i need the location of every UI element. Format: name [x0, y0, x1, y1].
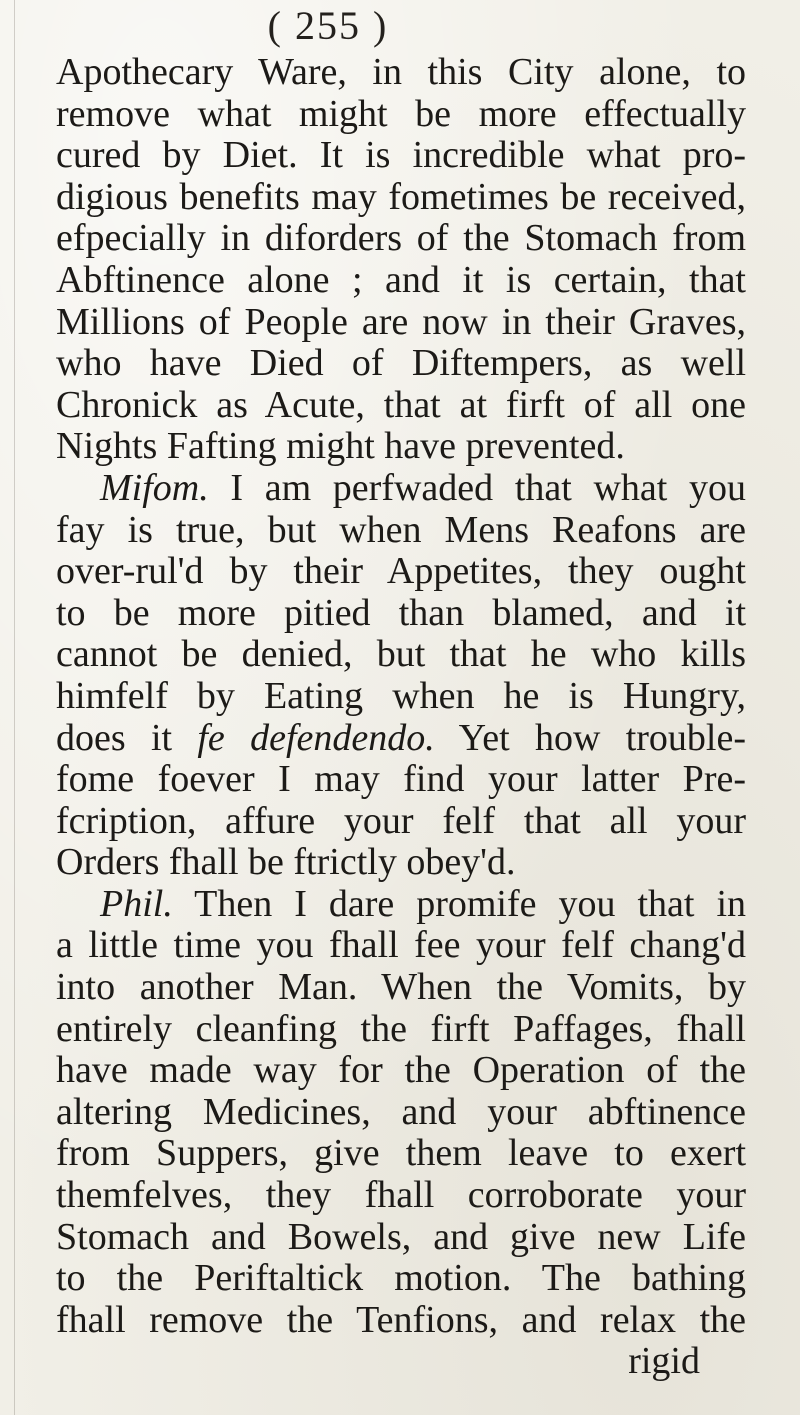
body-text	[56, 52, 746, 1383]
speech-text: I am perfwaded that what you	[208, 466, 746, 509]
text-line: cannot be denied, but that he who kills	[56, 633, 746, 676]
text-line: fhall remove the Tenfions, and relax the	[56, 1298, 746, 1341]
text-line: into another Man. When the Vomits, by	[56, 966, 746, 1009]
speaker-name-phil: Phil.	[100, 882, 173, 925]
text-line: Apothecary Ware, in this City alone, to	[56, 51, 746, 93]
text-line: a little time you fhall fee your felf chang'd	[56, 924, 746, 967]
text-line: himfelf by Eating when he is Hungry,	[56, 674, 746, 717]
speaker-name-mifom: Mifom.	[100, 466, 209, 509]
text-line: from Suppers, give them leave to exert	[56, 1132, 746, 1175]
text-line: Nights Fafting might have prevented.	[56, 425, 625, 468]
text-line: digious benefits may fometimes be received,	[56, 175, 746, 218]
text-line: efpecially in diforders of the Stomach from	[56, 217, 746, 260]
text-line: who have Died of Diftempers, as well	[56, 342, 746, 385]
page-number: ( 255 )	[267, 3, 389, 48]
text-line-speaker-mifom	[56, 468, 746, 510]
text-fragment: Yet how trouble-	[434, 716, 746, 759]
page-gutter-line	[14, 0, 15, 1415]
text-line: to the Periftaltick motion. The bathing	[56, 1257, 746, 1300]
text-line: to be more pitied than blamed, and it	[56, 591, 746, 634]
text-line: remove what might be more effectually	[56, 92, 746, 135]
text-line: altering Medicines, and your abftinence	[56, 1090, 746, 1133]
text-line-latin-phrase	[56, 718, 746, 760]
latin-phrase: fe defendendo.	[197, 716, 435, 759]
text-line: over-rul'd by their Appetites, they ought	[56, 550, 746, 593]
text-fragment: does it	[56, 716, 198, 759]
text-line: fcription, affure your felf that all your	[56, 799, 746, 842]
text-line: Millions of People are now in their Graves,	[56, 300, 746, 343]
text-line: Stomach and Bowels, and give new Life	[56, 1215, 746, 1258]
text-line: cured by Diet. It is incredible what pro-	[56, 134, 746, 177]
text-line: entirely cleanfing the firft Paffages, fhall	[56, 1007, 746, 1050]
speech-text: Then I dare promife you that in	[172, 882, 746, 925]
text-line: have made way for the Operation of the	[56, 1049, 746, 1092]
text-line: fome foever I may find your latter Pre-	[56, 758, 746, 801]
text-line: Abftinence alone ; and it is certain, that	[56, 258, 746, 301]
text-line: themfelves, they fhall corroborate your	[56, 1174, 746, 1217]
text-line: fay is true, but when Mens Reafons are	[56, 508, 746, 551]
text-line-speaker-phil	[56, 884, 746, 926]
text-line: Chronick as Acute, that at firft of all one	[56, 383, 746, 426]
text-line: Orders fhall be ftrictly obey'd.	[56, 841, 516, 884]
catchword: rigid	[628, 1340, 700, 1383]
